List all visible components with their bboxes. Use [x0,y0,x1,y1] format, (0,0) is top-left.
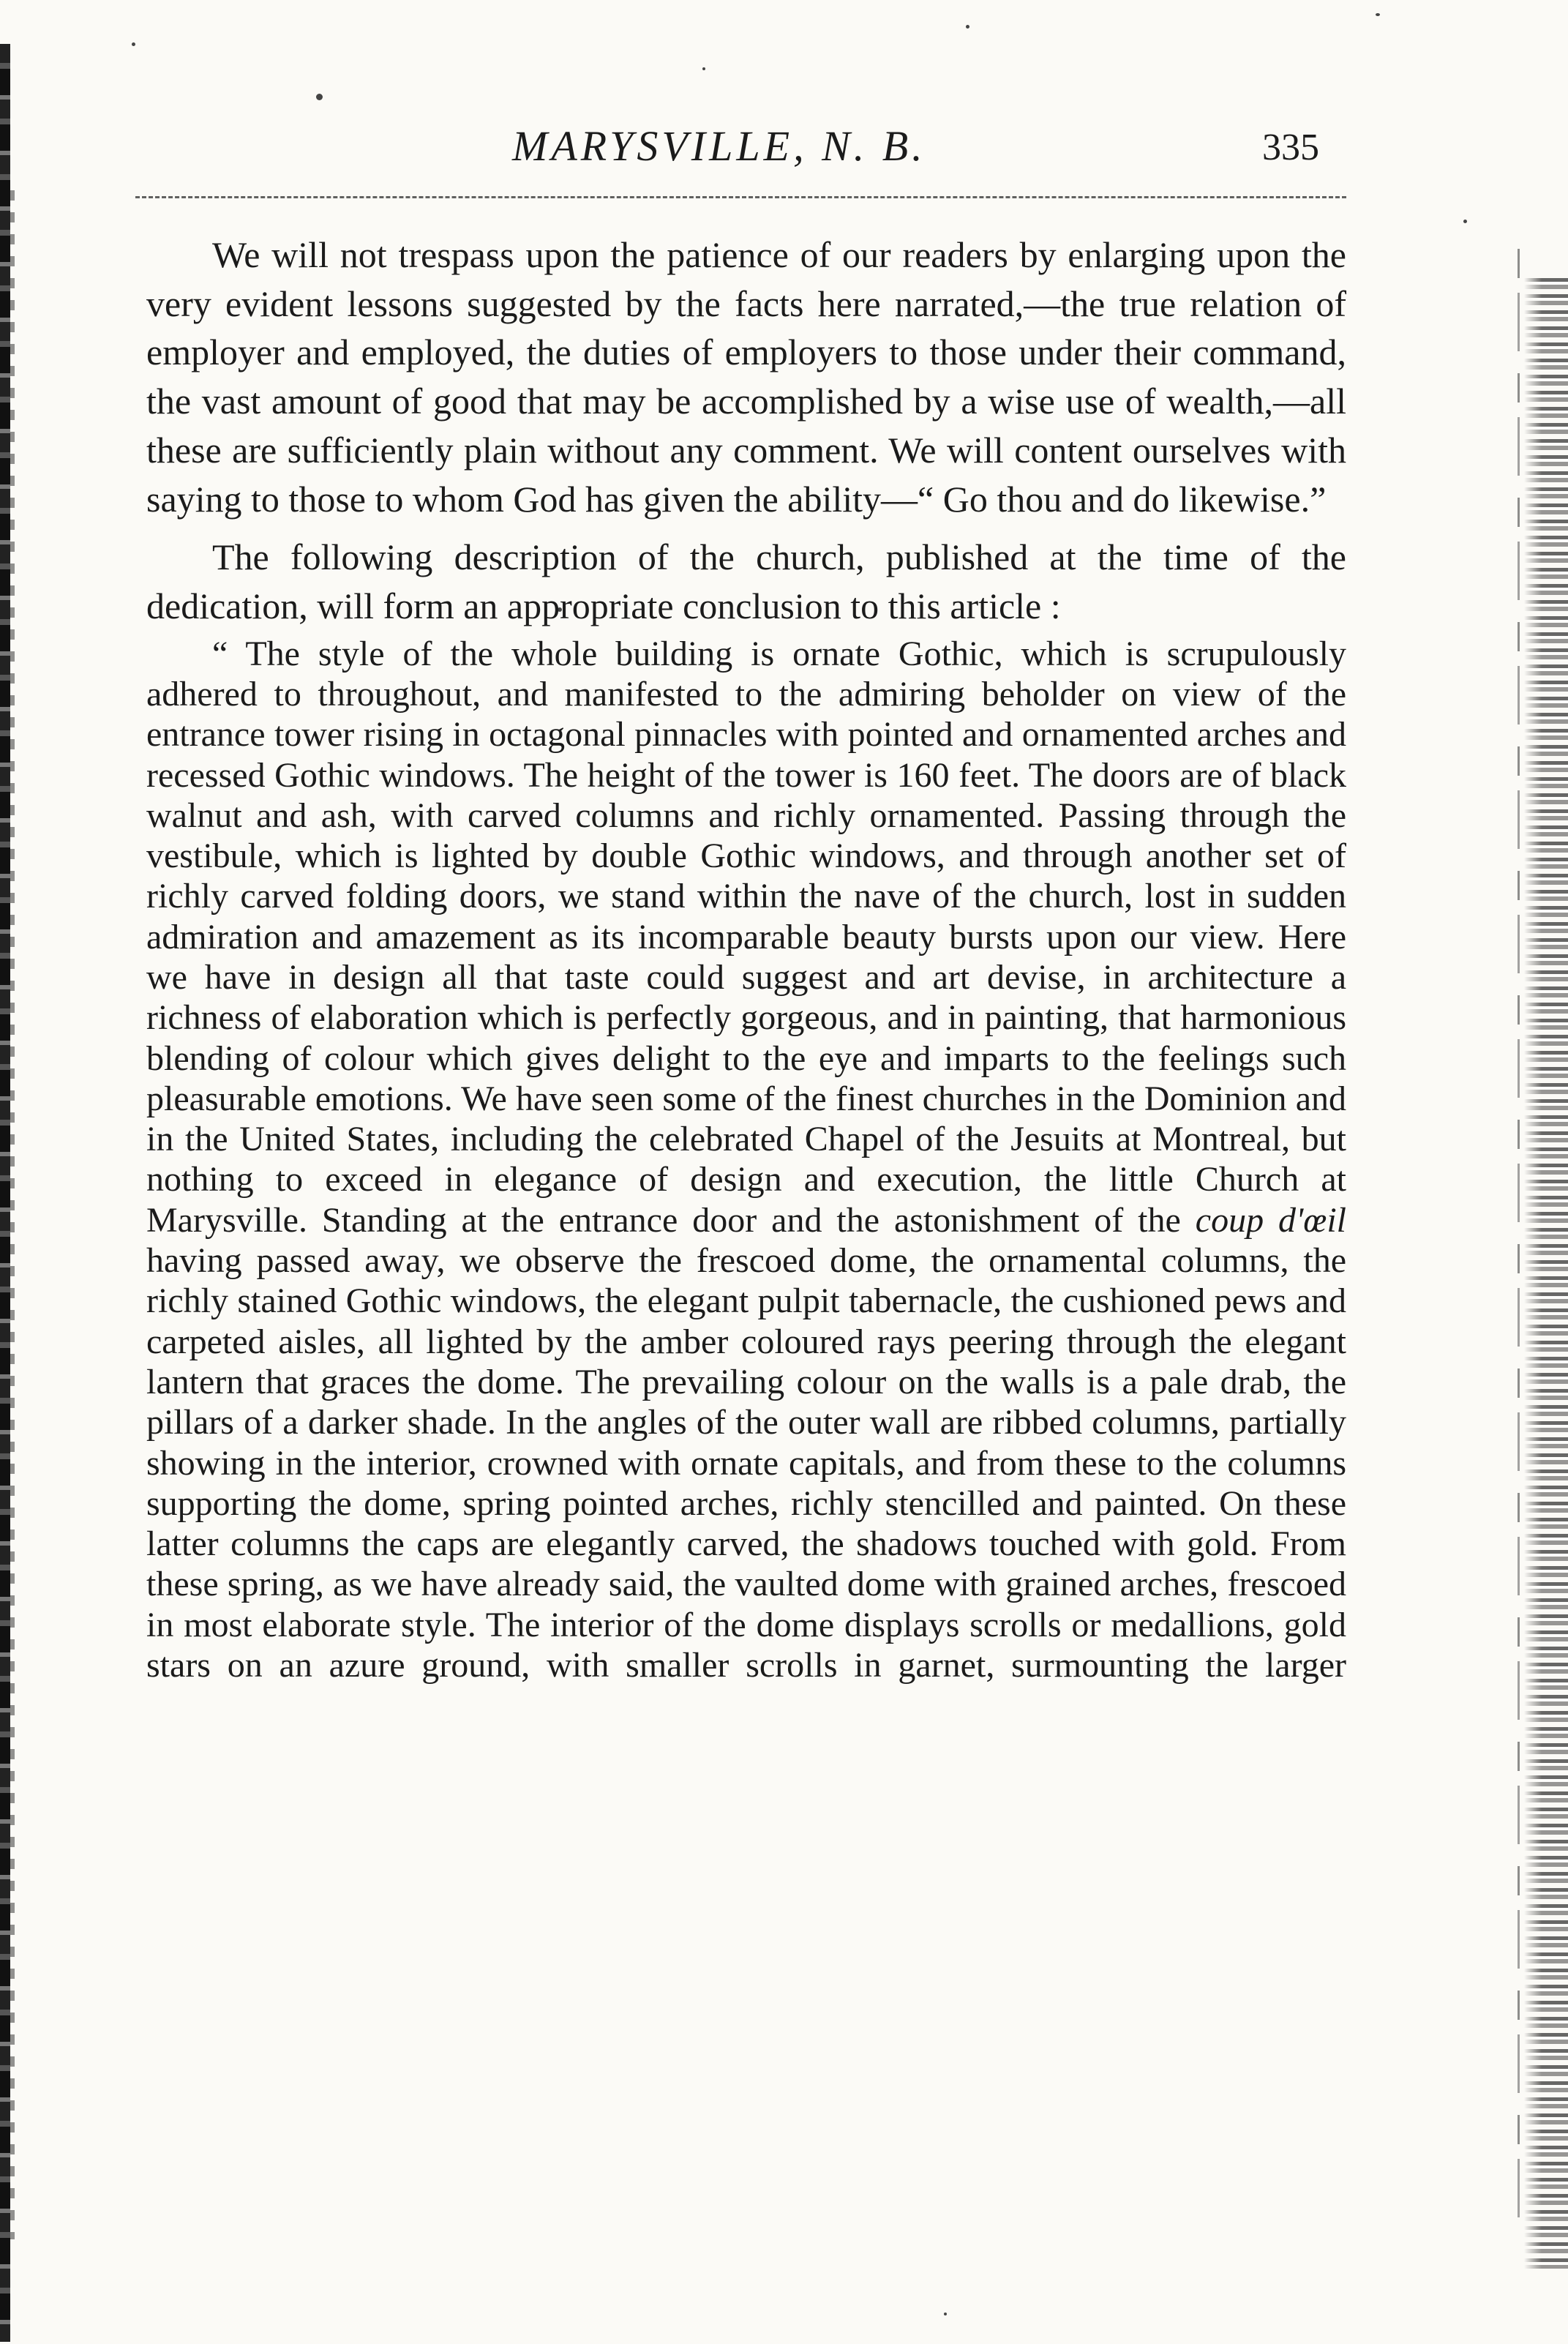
italic-phrase: coup d'œil [1195,1200,1346,1240]
paragraph-text: The following description of the church, published at the time of the dedication, will form an appropriate conclusion to this article : [146,536,1346,626]
quoted-description [146,634,1346,1686]
binding-edge [0,44,10,2342]
paragraph [146,533,1346,630]
binding-shadow [10,190,15,2239]
running-head: MARYSVILLE, N. B. [512,122,926,170]
body-text [146,231,1346,1685]
page-edge-line [1518,249,1520,2225]
paragraph [146,231,1346,523]
paragraph-text-part: having passed away, we observe the frescoed dome, the ornamental columns, the richly stained Gothic windows, the elegant pulpit tabernacle, the cushioned pews and carpeted aisles, all lighted by the amber coloured rays peering through the elegant lantern that graces the dome. The prevailing colour on the walls is a pale drab, the pillars of a darker shade. In the angles of the outer wall are ribbed columns, partially showing in the interior, crowned with ornate capitals, and from these to the columns supporting the dome, spring pointed arches, richly stencilled and painted. On these latter columns the caps are elegantly carved, the shadows touched with gold. From these spring, as we have already said, the vaulted dome with grained arches, frescoed in most elaborate style. The interior of the dome displays scrolls or medallions, gold stars on an azure ground, with smaller scrolls in garnet, surmounting the larger [146,1241,1346,1685]
paragraph-text: We will not trespass upon the patience of our readers by enlarging upon the very evident lessons suggested by the facts here narrated,—the true relation of employer and employed, the duties of employers to those under their command, the vast amount of good that may be accomplished by a wise use of wealth,—all these are sufficiently plain without any comment. We will content ourselves with saying to those to whom God has given the ability—“ Go thou and do likewise.” [146,234,1346,520]
paragraph-text [146,634,1346,1686]
paragraph-text-part: “ The style of the whole building is ornate Gothic, which is scrupulously adhered to throughout, and manifested to the admiring beholder on view of the entrance tower rising in octagonal pinnacles with pointed and ornamented arches and recessed Gothic windows. The height of the tower is 160 feet. The doors are of black walnut and ash, with carved columns and richly ornamented. Passing through the vestibule, which is lighted by double Gothic windows, and through another set of richly carved folding doors, we stand within the nave of the church, lost in sudden admiration and amazement as its incomparable beauty bursts upon our view. Here we have in design all that taste could suggest and art devise, in architecture a richness of elaboration which is perfectly gorgeous, and in painting, that harmonious blending of colour which gives delight to the eye and imparts to the feelings such pleasurable emotions. We have seen some of the finest churches in the Dominion and in the United States, including the celebrated Chapel of the Jesuits at Montreal, but nothing to exceed in elegance of design and execution, the little Church at Marysville. Standing at the entrance door and the astonishment of the [146,634,1346,1240]
header-rule [135,196,1346,198]
page-number: 335 [1262,127,1319,168]
torn-page-edge [1524,278,1568,2269]
